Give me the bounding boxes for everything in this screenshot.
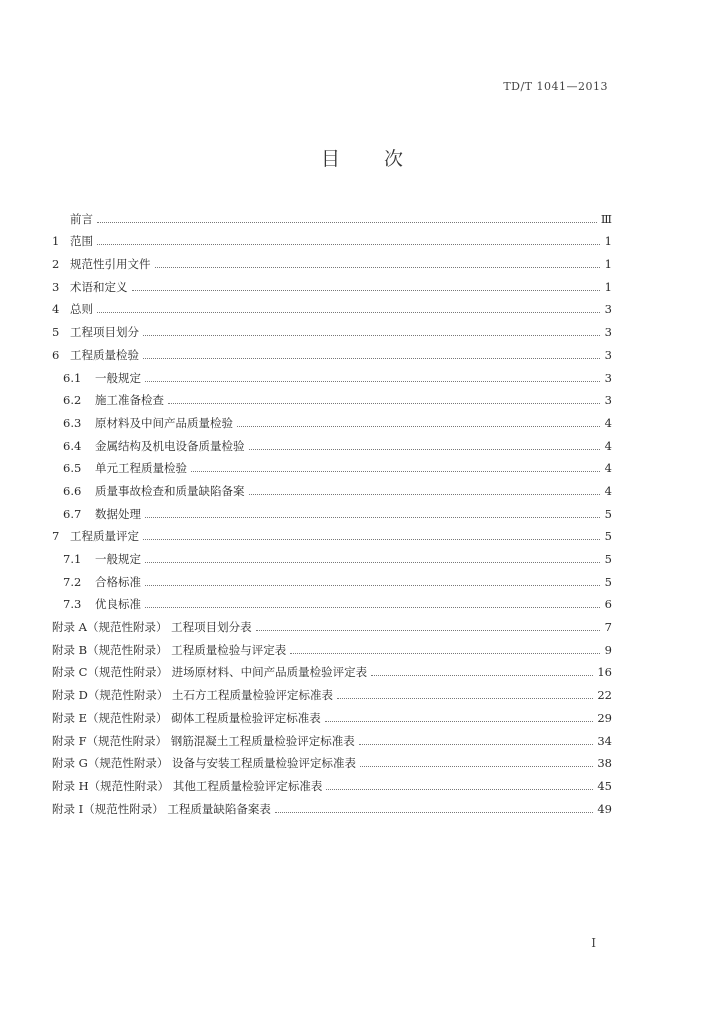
toc-leader-dots xyxy=(290,653,600,654)
toc-entry-label: 术语和定义 xyxy=(70,279,128,294)
toc-entry-label: 工程质量检验 xyxy=(70,347,139,362)
toc-entry-page: 4 xyxy=(604,438,612,453)
toc-leader-dots xyxy=(97,222,597,223)
toc-entry[interactable] xyxy=(52,770,612,793)
toc-entry-page: 5 xyxy=(604,552,612,566)
toc-entry-label: 附录 B（规范性附录） 工程质量检验与评定表 xyxy=(52,642,287,657)
toc-entry-page: 16 xyxy=(597,665,612,680)
toc-entry-page: 3 xyxy=(604,393,612,408)
toc-entry-label: 附录 F（规范性附录） 钢筋混凝土工程质量检验评定标准表 xyxy=(52,733,355,748)
toc-leader-dots xyxy=(325,721,594,722)
toc-entry-number: 7 xyxy=(52,529,60,544)
toc-entry-label: 附录 E（规范性附录） 砌体工程质量检验评定标准表 xyxy=(52,710,321,725)
toc-entry[interactable] xyxy=(52,362,612,385)
toc-entry-number: 7.1 xyxy=(63,552,82,566)
toc-entry[interactable] xyxy=(52,679,612,702)
toc-entry-page: 3 xyxy=(604,347,612,362)
toc-entry-label: 附录 D（规范性附录） 土石方工程质量检验评定标准表 xyxy=(52,688,334,703)
toc-entry-label: 工程项目划分 xyxy=(70,325,139,340)
toc-entry[interactable] xyxy=(52,725,612,748)
toc-entry[interactable] xyxy=(52,748,612,771)
toc-entry-page: 45 xyxy=(597,778,612,793)
toc-entry-label: 附录 G（规范性附录） 设备与安装工程质量检验评定标准表 xyxy=(52,756,356,771)
toc-entry-number: 6.7 xyxy=(63,506,82,521)
toc-entry-page: 4 xyxy=(604,415,612,430)
toc-entry-page: 22 xyxy=(597,688,612,703)
toc-entry-label: 施工准备检查 xyxy=(95,393,164,408)
toc-entry[interactable] xyxy=(52,611,612,634)
toc-entry-label: 附录 H（规范性附录） 其他工程质量检验评定标准表 xyxy=(52,778,323,793)
toc-entry[interactable] xyxy=(52,294,612,317)
toc-entry-label: 优良标准 xyxy=(95,597,141,612)
document-code: TD/T 1041—2013 xyxy=(503,80,608,93)
toc-entry-page: 3 xyxy=(604,302,612,317)
toc-leader-dots xyxy=(132,290,601,291)
toc-entry[interactable] xyxy=(52,203,612,226)
toc-leader-dots xyxy=(145,381,600,382)
toc-entry-number: 7.2 xyxy=(63,574,82,589)
toc-leader-dots xyxy=(145,607,600,608)
toc-leader-dots xyxy=(143,358,600,359)
toc-entry[interactable] xyxy=(52,793,612,816)
toc-leader-dots xyxy=(145,562,600,563)
toc-entry-label: 附录 I（规范性附录） 工程质量缺陷备案表 xyxy=(52,801,271,816)
toc-entry-number: 5 xyxy=(52,325,60,340)
toc-leader-dots xyxy=(249,449,601,450)
toc-entry-label: 合格标准 xyxy=(95,574,141,589)
toc-entry[interactable] xyxy=(52,543,612,566)
toc-entry[interactable] xyxy=(52,589,612,612)
toc-leader-dots xyxy=(145,517,600,518)
toc-leader-dots xyxy=(155,267,601,268)
toc-entry-page: 5 xyxy=(604,529,612,544)
toc-entry[interactable] xyxy=(52,634,612,657)
toc-entry-number: 4 xyxy=(52,302,60,317)
toc-entry-page: 1 xyxy=(604,257,612,272)
toc-entry[interactable] xyxy=(52,430,612,453)
toc-entry-page: 3 xyxy=(604,325,612,340)
toc-leader-dots xyxy=(359,744,594,745)
toc-entry-number: 6.2 xyxy=(63,393,82,408)
toc-leader-dots xyxy=(337,698,593,699)
toc-entry-page: Ⅲ xyxy=(600,211,612,226)
toc-entry-number: 2 xyxy=(52,257,60,272)
toc-leader-dots xyxy=(143,335,600,336)
toc-entry-number: 1 xyxy=(52,234,60,249)
toc-leader-dots xyxy=(191,471,600,472)
toc-leader-dots xyxy=(143,539,600,540)
toc-entry-page: 49 xyxy=(597,801,612,816)
toc-entry-label: 金属结构及机电设备质量检验 xyxy=(95,438,245,453)
toc-entry-page: 6 xyxy=(604,597,612,612)
toc-entry-page: 38 xyxy=(597,756,612,771)
toc-entry-label: 一般规定 xyxy=(95,552,141,566)
toc-entry-label: 单元工程质量检验 xyxy=(95,461,187,476)
toc-leader-dots xyxy=(249,494,601,495)
toc-entry-number: 6.1 xyxy=(63,370,82,385)
toc-entry-label: 范围 xyxy=(70,234,93,249)
toc-entry[interactable] xyxy=(52,407,612,430)
toc-entry[interactable] xyxy=(52,248,612,271)
toc-entry-page: 34 xyxy=(597,733,612,748)
toc-entry-number: 6.5 xyxy=(63,461,82,476)
toc-entry-label: 附录 C（规范性附录） 进场原材料、中间产品质量检验评定表 xyxy=(52,665,368,680)
toc-entry[interactable] xyxy=(52,271,612,294)
toc-entry[interactable] xyxy=(52,475,612,498)
toc-leader-dots xyxy=(168,403,600,404)
toc-entry-number: 7.3 xyxy=(63,597,82,612)
toc-entry-label: 原材料及中间产品质量检验 xyxy=(95,415,233,430)
toc-title-char-2: 次 xyxy=(384,148,404,170)
toc-entry-number: 6 xyxy=(52,347,60,362)
toc-leader-dots xyxy=(145,585,600,586)
toc-entry-number: 6.4 xyxy=(63,438,82,453)
toc-entry[interactable] xyxy=(52,316,612,339)
toc-entry[interactable] xyxy=(52,339,612,362)
toc-entry-page: 4 xyxy=(604,483,612,498)
toc-leader-dots xyxy=(256,630,600,631)
toc-leader-dots xyxy=(275,812,594,813)
toc-entry[interactable] xyxy=(52,702,612,725)
toc-entry[interactable] xyxy=(52,566,612,589)
toc-entry-page: 5 xyxy=(604,574,612,589)
toc-entry-label: 规范性引用文件 xyxy=(70,257,151,272)
toc-entry-page: 3 xyxy=(604,370,612,385)
page-number: I xyxy=(591,936,596,950)
toc-leader-dots xyxy=(326,789,593,790)
toc-entry-label: 前言 xyxy=(70,211,93,226)
toc-leader-dots xyxy=(237,426,600,427)
toc-entry-number: 3 xyxy=(52,279,60,294)
toc-entry-page: 1 xyxy=(604,279,612,294)
toc-entry-label: 数据处理 xyxy=(95,506,141,521)
toc-title-char-1: 目 xyxy=(320,148,340,170)
toc-entry[interactable] xyxy=(52,498,612,521)
toc-entry-page: 5 xyxy=(604,506,612,521)
toc-entry-label: 附录 A（规范性附录） 工程项目划分表 xyxy=(52,620,252,635)
toc-leader-dots xyxy=(97,312,600,313)
toc-entry-page: 1 xyxy=(604,234,612,249)
toc-entry-label: 一般规定 xyxy=(95,370,141,385)
toc-leader-dots xyxy=(97,244,600,245)
toc-entry-number: 6.3 xyxy=(63,415,82,430)
toc-entry[interactable] xyxy=(52,453,612,476)
toc-entry-label: 总则 xyxy=(70,302,93,317)
toc-entry-page: 29 xyxy=(597,710,612,725)
toc-entry-page: 4 xyxy=(604,461,612,476)
toc-leader-dots xyxy=(360,766,593,767)
toc-leader-dots xyxy=(371,675,593,676)
toc-entry-page: 9 xyxy=(604,642,612,657)
toc-entry-label: 工程质量评定 xyxy=(70,529,139,544)
toc-entry[interactable] xyxy=(52,521,612,544)
toc-entry-number: 6.6 xyxy=(63,483,82,498)
toc-entry[interactable] xyxy=(52,657,612,680)
table-of-contents xyxy=(52,203,612,816)
toc-title xyxy=(0,144,724,171)
toc-entry[interactable] xyxy=(52,385,612,408)
toc-entry[interactable] xyxy=(52,226,612,249)
toc-entry-page: 7 xyxy=(604,620,612,635)
toc-entry-label: 质量事故检查和质量缺陷备案 xyxy=(95,483,245,498)
